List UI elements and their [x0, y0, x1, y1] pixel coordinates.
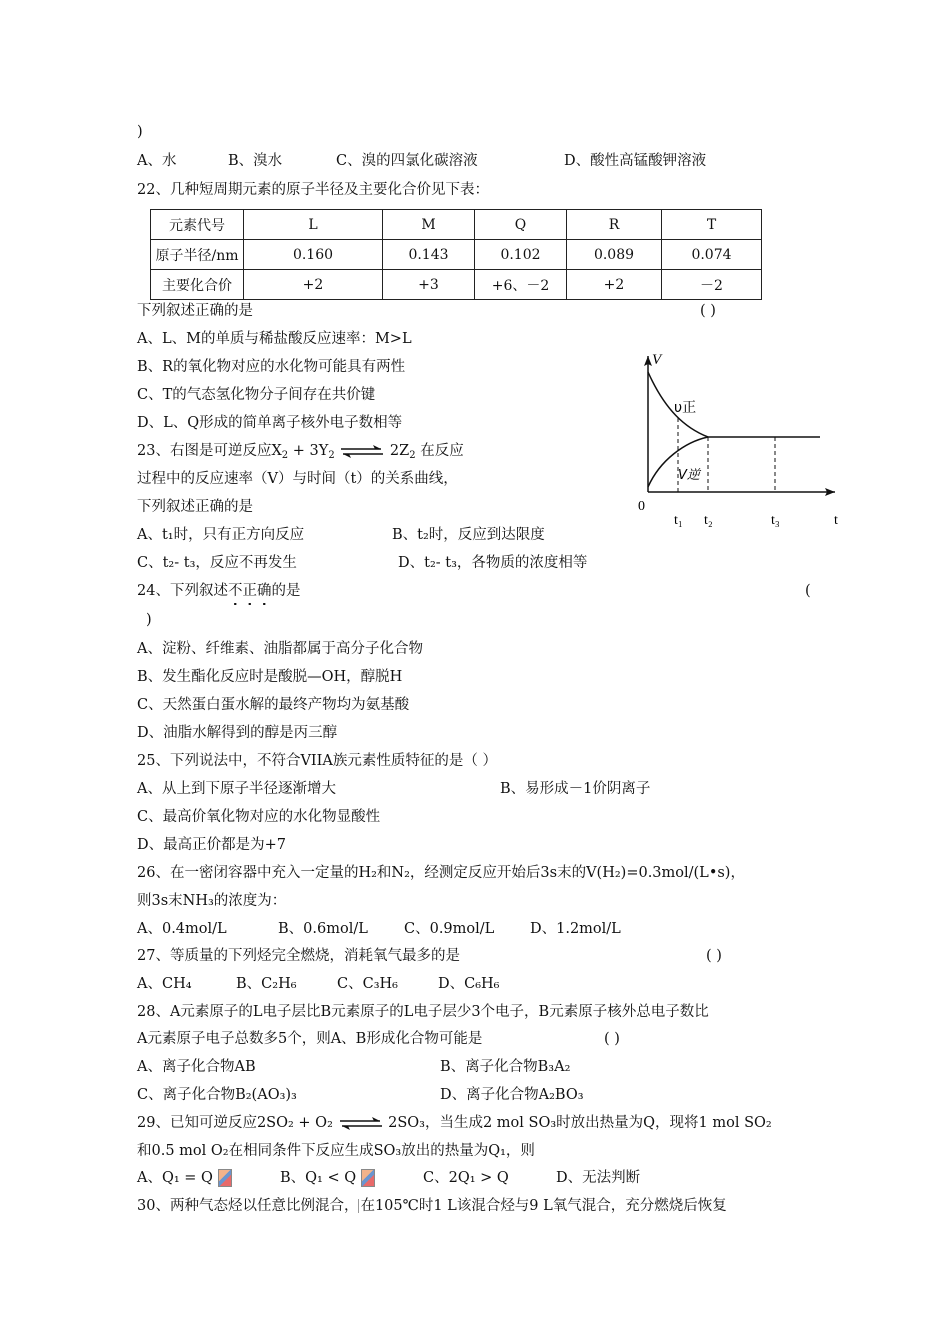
q22-option-a: A、L、M的单质与稀盐酸反应速率：M>L — [137, 331, 412, 347]
q24-option-b: B、发生酯化反应时是酸脱—OH，醇脱H — [137, 669, 403, 685]
table-row — [151, 270, 762, 300]
q29-line1: 29、已知可逆反应2SO₂ + O₂ 2SO₃，当生成2 mol SO₃时放出热量为Q，现将1 mol SO₂ — [137, 1115, 772, 1131]
table-cell: +2 — [567, 270, 662, 300]
t2-label: t₂ — [704, 513, 713, 528]
q22-option-c: C、T的气态氢化物分子间存在共价键 — [137, 387, 376, 403]
broken-image-icon — [218, 1169, 232, 1187]
q21-option-b: B、溴水 — [228, 153, 283, 169]
q26-line2: 则3s末NH₃的浓度为： — [137, 893, 287, 909]
q21-option-d: D、酸性高锰酸钾溶液 — [564, 153, 707, 169]
table-cell: 主要化合价 — [151, 270, 244, 300]
element-table — [150, 209, 762, 300]
q22-option-d: D、L、Q形成的简单离子核外电子数相等 — [137, 415, 403, 431]
q23-line2: 过程中的反应速率（V）与时间（t）的关系曲线， — [137, 471, 458, 487]
q26-option-d: D、1.2mol/L — [530, 921, 621, 937]
table-cell: +3 — [383, 270, 475, 300]
x-axis-label: t — [834, 513, 838, 528]
q25-option-d: D、最高正价都是为+7 — [137, 837, 286, 853]
q29-line2: 和0.5 mol O₂在相同条件下反应生成SO₃放出的热量为Q₁，则 — [137, 1143, 535, 1159]
q27-answer-paren: ( ) — [706, 948, 722, 964]
q24-option-d: D、油脂水解得到的醇是丙三醇 — [137, 725, 338, 741]
q29-option-b: B、Q₁ < Q — [280, 1168, 375, 1188]
table-cell: 0.102 — [475, 240, 567, 270]
q26-option-a: A、0.4mol/L — [137, 921, 227, 937]
origin-label: 0 — [638, 499, 645, 514]
q25-stem: 25、下列说法中，不符合VIIA族元素性质特征的是（ ） — [137, 753, 497, 769]
equilibrium-arrow-icon — [339, 444, 385, 458]
q23-stem: 23、右图是可逆反应$X_2 + 3Y_2$ $2Z_2$ 在反应 — [137, 443, 464, 461]
table-cell: 0.143 — [383, 240, 475, 270]
q27-stem: 27、等质量的下列烃完全燃烧，消耗氧气最多的是 — [137, 948, 460, 964]
q28-option-a: A、离子化合物AB — [137, 1059, 256, 1075]
q24-paren-close: ) — [146, 612, 152, 628]
q21-option-c: C、溴的四氯化碳溶液 — [336, 153, 478, 169]
q28-option-b: B、离子化合物B₃A₂ — [440, 1059, 571, 1075]
table-cell: 元素代号 — [151, 210, 244, 240]
q24-option-a: A、淀粉、纤维素、油脂都属于高分子化合物 — [137, 641, 423, 657]
table-cell: 0.089 — [567, 240, 662, 270]
q22-answer-paren: ( ) — [700, 303, 716, 319]
t3-label: t₃ — [771, 513, 780, 528]
table-row — [151, 240, 762, 270]
rate-time-graph — [630, 340, 850, 540]
q22-option-b: B、R的氧化物对应的水化物可能具有两性 — [137, 359, 406, 375]
table-cell: +6、－2 — [475, 270, 567, 300]
q30-line1: 30、两种气态烃以任意比例混合， 在105℃时1 L该混合烃与9 L氧气混合，充分燃烧后恢复 — [137, 1198, 727, 1214]
emphasis-dots: 不正确 — [227, 583, 272, 599]
reverse-rate-label: V逆 — [678, 468, 700, 483]
q27-option-c: C、C₃H₆ — [337, 976, 398, 992]
table-cell: R — [567, 210, 662, 240]
equilibrium-arrow-icon — [338, 1116, 384, 1130]
q28-option-d: D、离子化合物A₂BO₃ — [440, 1087, 584, 1103]
table-cell: 原子半径/nm — [151, 240, 244, 270]
q23-option-a: A、t₁时，只有正方向反应 — [137, 527, 305, 543]
q29-option-a: A、Q₁ = Q — [137, 1168, 232, 1188]
table-cell: 0.074 — [662, 240, 762, 270]
q24-stem: 24、下列叙述不正确的是 — [137, 583, 301, 599]
table-cell: T — [662, 210, 762, 240]
q26-option-c: C、0.9mol/L — [404, 921, 495, 937]
table-cell: Q — [475, 210, 567, 240]
table-cell: M — [383, 210, 475, 240]
q29-option-d: D、无法判断 — [556, 1170, 641, 1186]
q28-answer-paren: ( ) — [604, 1031, 620, 1047]
q27-option-b: B、C₂H₆ — [236, 976, 297, 992]
table-cell: －2 — [662, 270, 762, 300]
q26-line1: 26、在一密闭容器中充入一定量的H₂和N₂，经测定反应开始后3s末的V(H₂)=0.3mol/(L•s)， — [137, 865, 745, 881]
table-cell: +2 — [244, 270, 383, 300]
table-cell: 0.160 — [244, 240, 383, 270]
table-cell: L — [244, 210, 383, 240]
q28-line1: 28、A元素原子的L电子层比B元素原子的L电子层少3个电子，B元素原子核外总电子数比 — [137, 1004, 709, 1020]
q29-option-c: C、2Q₁ > Q — [423, 1170, 509, 1186]
q22-stem: 22、几种短周期元素的原子半径及主要化合价见下表： — [137, 182, 489, 198]
q24-option-c: C、天然蛋白蛋水解的最终产物均为氨基酸 — [137, 697, 410, 713]
q23-option-c: C、t₂- t₃，反应不再发生 — [137, 555, 297, 571]
q27-option-d: D、C₆H₆ — [438, 976, 500, 992]
q28-line2: A元素原子电子总数多5个，则A、B形成化合物可能是 — [137, 1031, 483, 1047]
q23-option-d: D、t₂- t₃，各物质的浓度相等 — [398, 555, 588, 571]
q24-paren-open: ( — [805, 583, 811, 599]
q26-option-b: B、0.6mol/L — [278, 921, 368, 937]
q27-option-a: A、CH₄ — [137, 976, 192, 992]
q23-option-b: B、t₂时，反应到达限度 — [392, 527, 545, 543]
forward-rate-label: υ正 — [674, 400, 697, 416]
broken-image-icon — [361, 1169, 375, 1187]
y-axis-label: V — [652, 352, 662, 368]
q21-paren-close: ) — [137, 124, 143, 140]
q25-option-b: B、易形成－1价阴离子 — [500, 781, 651, 797]
q25-option-a: A、从上到下原子半径逐渐增大 — [137, 781, 336, 797]
q23-ask: 下列叙述正确的是 — [137, 499, 253, 515]
t1-label: t₁ — [674, 513, 683, 528]
q25-option-c: C、最高价氧化物对应的水化物显酸性 — [137, 809, 381, 825]
q21-option-a: A、水 — [137, 153, 177, 169]
q28-option-c: C、离子化合物B₂(AO₃)₃ — [137, 1087, 297, 1103]
table-row — [151, 210, 762, 240]
q22-ask: 下列叙述正确的是 — [137, 303, 253, 319]
